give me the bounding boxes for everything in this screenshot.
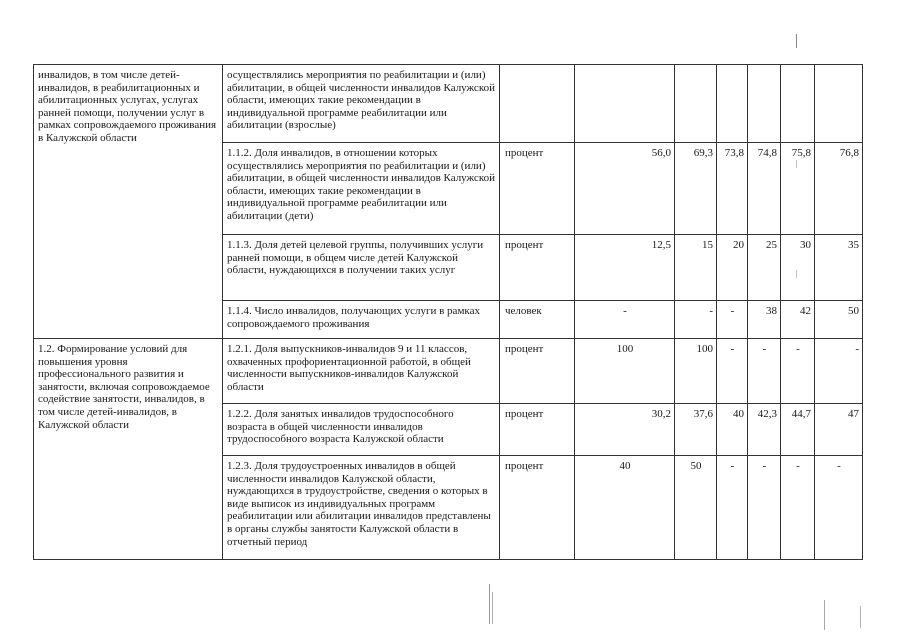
value-cell: 74,8 (748, 143, 781, 235)
value-cell: 40 (717, 404, 748, 456)
value-cell: - (781, 456, 815, 560)
value-cell: 42,3 (748, 404, 781, 456)
value-cell: 20 (717, 235, 748, 301)
value-cell: - (748, 456, 781, 560)
value-cell: - (748, 339, 781, 404)
value-cell: 100 (575, 339, 675, 404)
unit-cell: процент (500, 143, 575, 235)
goal-cell: инвалидов, в том числе детей-инвалидов, в реабилитационных и абилитационных услугах, услугах ранней помощи, получении услуг в рамках сопровождаемого проживания в Калужской области (34, 65, 223, 339)
value-cell: 38 (748, 301, 781, 339)
value-cell: 35 (815, 235, 863, 301)
indicator-cell: 1.2.3. Доля трудоустроенных инвалидов в общей численности инвалидов Калужской области, нуждающихся в трудоустройстве, сведения о которых в виде выписок из индивидуальных программ реабилитации или абилитации инвалидов представлены в органы службы занятости Калужской области в отчетный период (223, 456, 500, 560)
scan-artifact-mark (824, 600, 825, 630)
unit-cell (500, 65, 575, 143)
indicator-cell: 1.1.4. Число инвалидов, получающих услуги в рамках сопровождаемого проживания (223, 301, 500, 339)
value-cell (717, 65, 748, 143)
indicator-cell: 1.2.2. Доля занятых инвалидов трудоспособного возраста в общей численности инвалидов трудоспособного возраста Калужской области (223, 404, 500, 456)
scan-artifact-mark (860, 606, 861, 628)
value-cell: - (717, 301, 748, 339)
value-cell: 42 (781, 301, 815, 339)
value-cell: - (717, 339, 748, 404)
value-cell: - (575, 301, 675, 339)
unit-cell: человек (500, 301, 575, 339)
indicator-cell: 1.2.1. Доля выпускников-инвалидов 9 и 11 классов, охваченных профориентационной работой, в общей численности выпускников-инвалидов Калужской области (223, 339, 500, 404)
value-cell: - (815, 339, 863, 404)
value-cell: - (781, 339, 815, 404)
value-cell (815, 65, 863, 143)
value-cell: 25 (748, 235, 781, 301)
value-cell: - (675, 301, 717, 339)
value-cell: 69,3 (675, 143, 717, 235)
value-cell (781, 65, 815, 143)
value-cell: 40 (575, 456, 675, 560)
value-cell: 44,7 (781, 404, 815, 456)
value-cell: - (815, 456, 863, 560)
value-cell: 37,6 (675, 404, 717, 456)
value-cell: 75,8 (781, 143, 815, 235)
value-cell: 30,2 (575, 404, 675, 456)
value-cell: 50 (675, 456, 717, 560)
value-cell (675, 65, 717, 143)
unit-cell: процент (500, 235, 575, 301)
table-row (34, 65, 863, 143)
indicator-cell: 1.1.2. Доля инвалидов, в отношении которых осуществлялись мероприятия по реабилитации и (или) абилитации, в общей численности инвалидов Калужской области, имеющих такие рекомендации в индивидуальной программе реабилитации или абилитации (дети) (223, 143, 500, 235)
scan-artifact-mark (796, 34, 797, 48)
scan-artifact-mark (492, 592, 493, 624)
value-cell: 47 (815, 404, 863, 456)
value-cell: 56,0 (575, 143, 675, 235)
table-row (34, 339, 863, 404)
unit-cell: процент (500, 456, 575, 560)
value-cell: 50 (815, 301, 863, 339)
value-cell: 30 (781, 235, 815, 301)
value-cell (575, 65, 675, 143)
scan-artifact-mark (489, 584, 490, 624)
unit-cell: процент (500, 404, 575, 456)
indicator-cell: 1.1.3. Доля детей целевой группы, получивших услуги ранней помощи, в общем числе детей Калужской области, нуждающихся в получении таких услуг (223, 235, 500, 301)
value-cell: 15 (675, 235, 717, 301)
indicators-table (33, 64, 863, 560)
goal-cell: 1.2. Формирование условий для повышения уровня профессионального развития и занятости, включая сопровождаемое содействие занятости, инвалидов, в том числе детей-инвалидов, в Калужской области (34, 339, 223, 560)
value-cell: 100 (675, 339, 717, 404)
value-cell (748, 65, 781, 143)
value-cell: 12,5 (575, 235, 675, 301)
unit-cell: процент (500, 339, 575, 404)
value-cell: 73,8 (717, 143, 748, 235)
value-cell: - (717, 456, 748, 560)
value-cell: 76,8 (815, 143, 863, 235)
indicator-cell: осуществлялись мероприятия по реабилитации и (или) абилитации, в общей численности инвалидов Калужской области, имеющих такие рекомендации в индивидуальной программе реабилитации или абилитации (взрослые) (223, 65, 500, 143)
